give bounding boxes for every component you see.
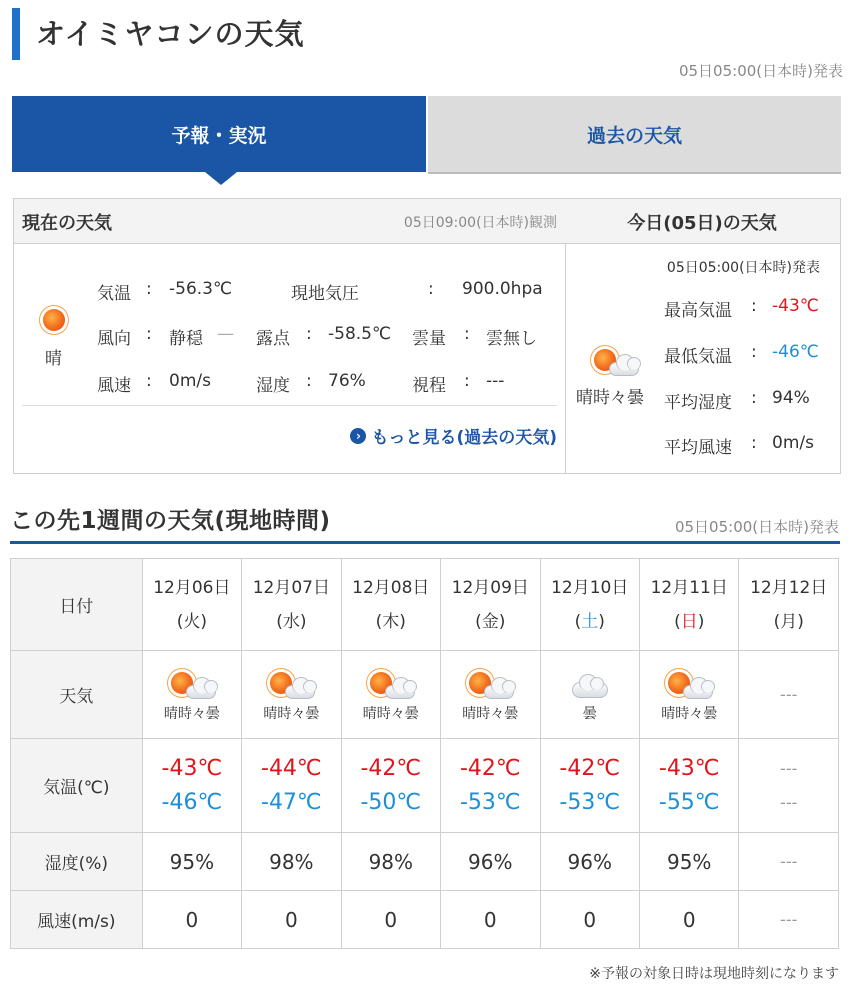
visibility-value: --- xyxy=(486,371,505,391)
chevron-right-icon: › xyxy=(350,428,366,444)
colon: : xyxy=(146,371,152,391)
day-of-week-text: 日 xyxy=(680,611,698,632)
table-row-wind xyxy=(11,891,839,949)
day-of-week-text: 火 xyxy=(183,611,201,632)
day-of-week-text: 金 xyxy=(481,611,499,632)
day-of-week: (木) xyxy=(375,611,406,632)
weather-cell xyxy=(242,651,341,739)
humidity-value: 96% xyxy=(567,849,612,874)
date-text: 12月06日 xyxy=(153,577,231,598)
table-row-temp xyxy=(11,739,839,833)
temp-cell xyxy=(639,739,738,833)
wind-value: 0 xyxy=(384,907,398,932)
pressure-label: 現地気圧 xyxy=(291,284,359,304)
wind-value: 0 xyxy=(185,907,199,932)
colon: : xyxy=(146,324,152,344)
day-of-week: (火) xyxy=(176,611,207,632)
date-cell xyxy=(639,559,738,651)
max-temp: -43℃ xyxy=(658,755,720,781)
max-temp: -44℃ xyxy=(261,755,322,781)
day-of-week: (月) xyxy=(773,611,804,632)
weather-text: 曇 xyxy=(582,705,597,722)
min-temp-value: -46℃ xyxy=(772,342,819,362)
wind-speed-value: 0m/s xyxy=(169,371,211,391)
min-temp-label: 最低気温 xyxy=(664,347,732,367)
issued-time: 05日05:00(日本時)発表 xyxy=(678,62,843,80)
wind-cell xyxy=(739,891,839,949)
date-cell xyxy=(142,559,241,651)
cloud-icon xyxy=(564,667,616,701)
sun-cloud-icon xyxy=(365,667,417,701)
humidity-value: 96% xyxy=(468,849,513,874)
wind-value: 0 xyxy=(284,907,298,932)
max-temp-value: -43℃ xyxy=(772,296,819,316)
week-heading-rule xyxy=(10,541,840,544)
tab-forecast[interactable]: 予報・実況 xyxy=(12,96,426,172)
temp-cell xyxy=(540,739,639,833)
visibility-label: 視程 xyxy=(412,376,446,396)
temp-cell xyxy=(441,739,540,833)
wind-value: 0 xyxy=(483,907,497,932)
wind-dir-value: 静穏 xyxy=(169,329,203,349)
humidity-label: 湿度 xyxy=(256,376,290,396)
today-weather-text: 晴時々曇 xyxy=(576,388,644,408)
wind-value: --- xyxy=(780,909,798,929)
wind-value: 0 xyxy=(682,907,696,932)
row-label-wind: 風速(m/s) xyxy=(11,891,143,949)
date-text: 12月07日 xyxy=(252,577,330,598)
humidity-value: 95% xyxy=(169,849,215,874)
min-temp: -47℃ xyxy=(261,789,322,815)
weather-cell xyxy=(540,651,639,739)
humidity-value: --- xyxy=(780,851,798,871)
current-weather-panel xyxy=(13,198,566,474)
tab-past-weather[interactable]: 過去の天気 xyxy=(428,96,841,174)
weather-cell xyxy=(639,651,738,739)
table-row-humidity xyxy=(11,833,839,891)
max-temp: -42℃ xyxy=(360,755,422,781)
current-observed-time: 05日09:00(日本時)観測 xyxy=(403,215,557,231)
sun-cloud-icon xyxy=(166,667,218,701)
date-cell xyxy=(242,559,341,651)
date-cell xyxy=(441,559,540,651)
wind-cell xyxy=(441,891,540,949)
wind-dir-label: 風向 xyxy=(97,329,131,349)
sun-cloud-icon xyxy=(265,667,317,701)
temp-cell xyxy=(739,739,839,833)
avg-wind-value: 0m/s xyxy=(772,433,814,453)
weather-cell xyxy=(341,651,440,739)
colon: : xyxy=(146,279,152,299)
min-temp: -55℃ xyxy=(658,789,720,815)
colon: : xyxy=(428,279,434,299)
today-weather-title: 今日(05日)の天気 xyxy=(627,213,777,234)
row-label-temp: 気温(℃) xyxy=(11,739,143,833)
divider xyxy=(22,405,557,406)
more-link-label: もっと見る(過去の天気) xyxy=(371,428,557,448)
avg-wind-label: 平均風速 xyxy=(664,438,732,458)
weather-text: 晴時々曇 xyxy=(661,705,718,722)
table-row-weather xyxy=(11,651,839,739)
wind-dir-bar: — xyxy=(217,324,234,344)
table-row-date xyxy=(11,559,839,651)
sun-cloud-icon xyxy=(464,667,516,701)
cloud-value: 雲無し xyxy=(486,329,537,349)
date-cell xyxy=(739,559,839,651)
min-temp: -50℃ xyxy=(360,789,422,815)
colon: : xyxy=(464,371,470,391)
max-temp-label: 最高気温 xyxy=(664,301,732,321)
today-weather-header xyxy=(564,199,840,244)
wind-cell xyxy=(142,891,241,949)
day-of-week-text: 月 xyxy=(780,611,798,632)
row-label-humidity: 湿度(%) xyxy=(11,833,143,891)
max-temp: --- xyxy=(780,758,798,778)
humidity-cell xyxy=(242,833,341,891)
date-text: 12月08日 xyxy=(352,577,430,598)
week-issued-time: 05日05:00(日本時)発表 xyxy=(674,518,839,536)
min-temp: -53℃ xyxy=(459,789,521,815)
colon: : xyxy=(751,342,757,362)
max-temp: -42℃ xyxy=(559,755,621,781)
dew-value: -58.5℃ xyxy=(328,324,392,344)
max-temp: -43℃ xyxy=(161,755,223,781)
date-text: 12月10日 xyxy=(551,577,629,598)
avg-humidity-label: 平均湿度 xyxy=(664,393,732,413)
wind-cell xyxy=(341,891,440,949)
day-of-week: (金) xyxy=(475,611,506,632)
day-of-week-text: 土 xyxy=(581,611,599,632)
wind-cell xyxy=(540,891,639,949)
row-label-date: 日付 xyxy=(11,559,143,651)
weather-cell xyxy=(142,651,241,739)
humidity-value: 98% xyxy=(269,849,314,874)
day-of-week: (水) xyxy=(276,611,307,632)
min-temp: -46℃ xyxy=(161,789,223,815)
weather-text: 晴時々曇 xyxy=(263,705,320,722)
temp-cell xyxy=(142,739,241,833)
weather-cell xyxy=(441,651,540,739)
date-text: 12月12日 xyxy=(750,577,828,598)
humidity-cell xyxy=(142,833,241,891)
max-temp: -42℃ xyxy=(459,755,521,781)
week-heading: この先1週間の天気(現地時間) xyxy=(10,508,331,534)
day-of-week: (日) xyxy=(674,611,705,632)
date-cell xyxy=(341,559,440,651)
avg-humidity-value: 94% xyxy=(772,388,810,408)
min-temp: --- xyxy=(780,792,798,812)
wind-value: 0 xyxy=(583,907,597,932)
colon: : xyxy=(751,296,757,316)
title-accent-bar xyxy=(12,8,20,60)
humidity-cell xyxy=(739,833,839,891)
current-weather-header xyxy=(14,199,565,244)
page-title: オイミヤコンの天気 xyxy=(36,17,305,51)
humidity-value: 76% xyxy=(328,371,366,391)
colon: : xyxy=(306,324,312,344)
wind-cell xyxy=(242,891,341,949)
colon: : xyxy=(306,371,312,391)
day-of-week: (土) xyxy=(574,611,605,632)
footnote: ※予報の対象日時は現地時刻になります xyxy=(589,966,839,982)
dew-label: 露点 xyxy=(256,329,290,349)
weather-text: 晴時々曇 xyxy=(362,705,419,722)
sun-icon xyxy=(43,309,65,331)
weather-cell xyxy=(739,651,839,739)
temp-label: 気温 xyxy=(97,284,131,304)
colon: : xyxy=(751,433,757,453)
weekly-forecast-table xyxy=(10,558,839,949)
temp-value: -56.3℃ xyxy=(169,279,233,299)
temp-cell xyxy=(341,739,440,833)
min-temp: -53℃ xyxy=(559,789,621,815)
sun-cloud-icon xyxy=(592,345,644,379)
sun-cloud-icon xyxy=(663,667,715,701)
humidity-cell xyxy=(441,833,540,891)
humidity-cell xyxy=(341,833,440,891)
day-of-week-text: 木 xyxy=(382,611,400,632)
current-weather-title: 現在の天気 xyxy=(22,213,112,234)
humidity-value: 98% xyxy=(368,849,414,874)
weather-text: --- xyxy=(780,684,798,704)
humidity-cell xyxy=(540,833,639,891)
date-text: 12月11日 xyxy=(650,577,728,598)
date-text: 12月09日 xyxy=(451,577,529,598)
humidity-cell xyxy=(639,833,738,891)
cloud-label: 雲量 xyxy=(412,329,446,349)
weather-text: 晴時々曇 xyxy=(462,705,519,722)
colon: : xyxy=(464,324,470,344)
weather-text: 晴時々曇 xyxy=(163,705,220,722)
more-link[interactable] xyxy=(350,423,557,448)
humidity-value: 95% xyxy=(666,849,712,874)
row-label-weather: 天気 xyxy=(11,651,143,739)
day-of-week-text: 水 xyxy=(282,611,300,632)
active-tab-arrow xyxy=(205,172,237,185)
pressure-value: 900.0hpa xyxy=(462,279,543,299)
current-weather-text: 晴 xyxy=(45,349,62,369)
temp-cell xyxy=(242,739,341,833)
today-issued-time: 05日05:00(日本時)発表 xyxy=(666,260,820,276)
date-cell xyxy=(540,559,639,651)
colon: : xyxy=(751,388,757,408)
today-weather-panel xyxy=(564,198,841,474)
wind-cell xyxy=(639,891,738,949)
wind-speed-label: 風速 xyxy=(97,376,131,396)
tab-bar xyxy=(12,96,841,174)
